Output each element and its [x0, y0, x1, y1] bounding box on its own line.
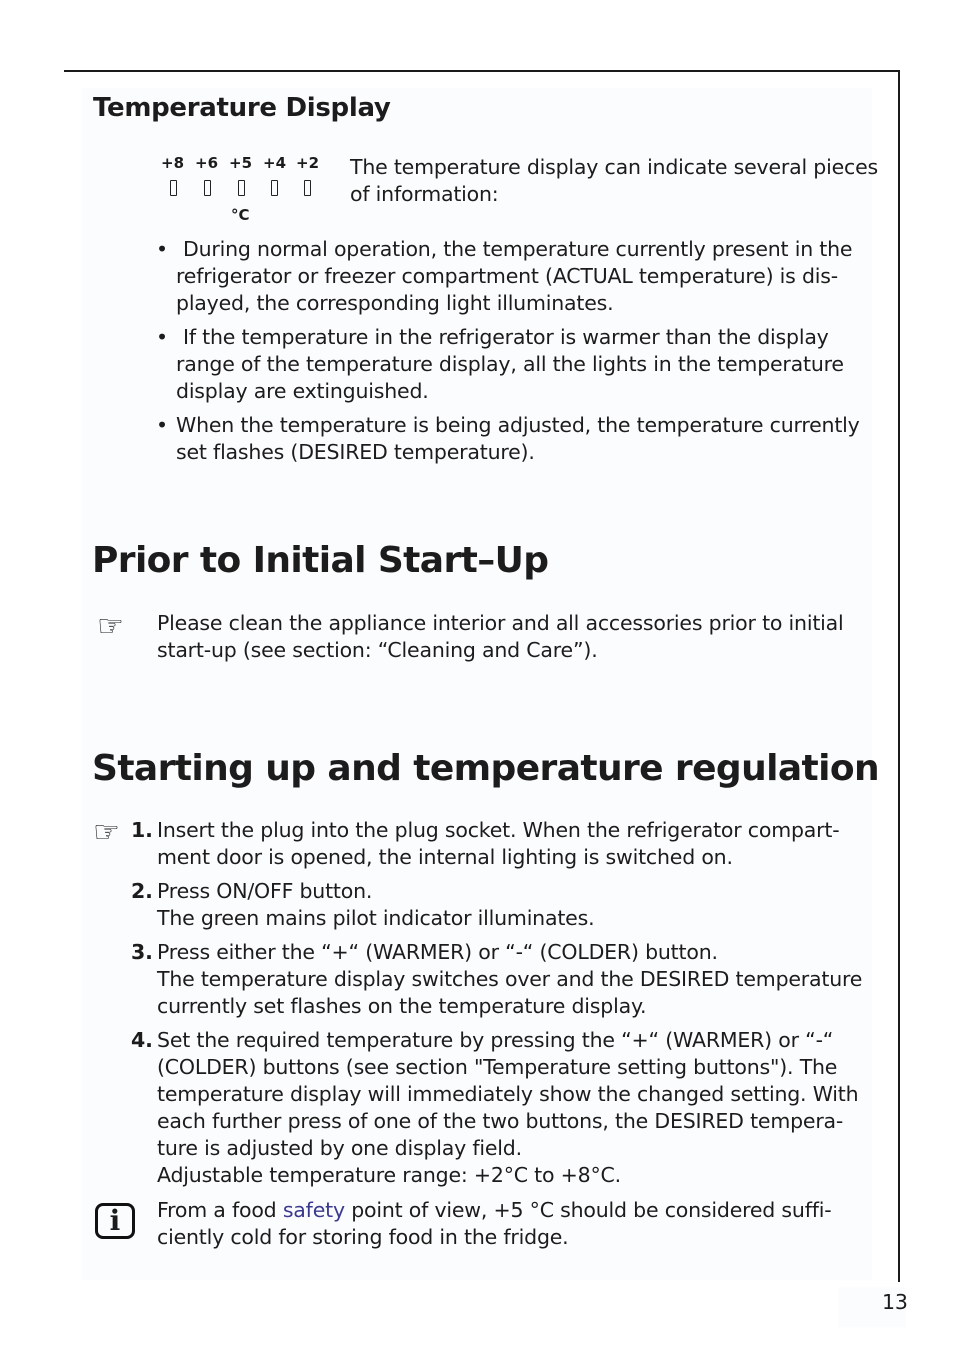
- step-text: Insert the plug into the plug socket. When the refrigerator compart- ment door is opened, the internal lighting is switched on.: [157, 818, 840, 869]
- unit-label: °C: [231, 206, 250, 224]
- prior-startup-heading: Prior to Initial Start–Up: [92, 540, 549, 581]
- hand-pointer-icon: ☞: [93, 815, 120, 850]
- hand-pointer-icon: ☞: [97, 609, 124, 644]
- temperature-display-heading: Temperature Display: [93, 93, 391, 123]
- indicator-light: [170, 180, 177, 196]
- list-item: When the temperature is being adjusted, the temperature currently set flashes (DESIRED temperature).: [176, 413, 860, 464]
- step-number: 4.: [131, 1028, 153, 1052]
- bullet-symbol: •: [156, 413, 168, 437]
- step-number: 2.: [131, 879, 153, 903]
- page-number: 13: [882, 1290, 908, 1314]
- list-item: If the temperature in the refrigerator is warmer than the display range of the temperature display, all the lights in the temperature display are extinguished.: [176, 325, 844, 403]
- bullet-symbol: •: [156, 237, 168, 261]
- starting-up-heading: Starting up and temperature regulation: [92, 748, 880, 789]
- indicator-light: [204, 180, 211, 196]
- step-text: Press ON/OFF button. The green mains pilot indicator illuminates.: [157, 879, 595, 930]
- info-text: From a food safety point of view, +5 °C should be considered suffi- ciently cold for storing food in the fridge.: [157, 1198, 832, 1249]
- safety-link[interactable]: safety: [282, 1198, 345, 1222]
- right-rule: [898, 70, 900, 1282]
- scale-label: +4: [263, 154, 287, 172]
- intro-text: The temperature display can indicate several pieces of information:: [350, 155, 878, 206]
- bullet-symbol: •: [156, 325, 168, 349]
- step-number: 1.: [131, 818, 153, 842]
- scale-label: +2: [296, 154, 320, 172]
- info-icon: i: [95, 1203, 135, 1239]
- indicator-light: [238, 180, 245, 196]
- scale-label: +5: [229, 154, 253, 172]
- step-text: Press either the “+“ (WARMER) or “-“ (COLDER) button. The temperature display switches over and the DESIRED temperature currently set flashes on the temperature display.: [157, 940, 863, 1018]
- step-number: 3.: [131, 940, 153, 964]
- scale-label: +8: [161, 154, 185, 172]
- top-rule: [64, 70, 900, 72]
- scale-label: +6: [195, 154, 219, 172]
- prior-startup-text: Please clean the appliance interior and all accessories prior to initial start-up (see section: “Cleaning and Care”).: [157, 611, 844, 662]
- indicator-light: [304, 180, 311, 196]
- step-text: Set the required temperature by pressing the “+“ (WARMER) or “-“ (COLDER) buttons (see section "Temperature setting buttons"). The temperature display will immediately show the changed setting. With each further press of one of the two buttons, the DESIRED tempera- ture is adjusted by one display field. Adjustable temperature range: +2°C to +8°C.: [157, 1028, 859, 1187]
- list-item: During normal operation, the temperature currently present in the refrigerator or freezer compartment (ACTUAL temperature) is dis- played, the corresponding light illuminates.: [176, 237, 853, 315]
- indicator-light: [271, 180, 278, 196]
